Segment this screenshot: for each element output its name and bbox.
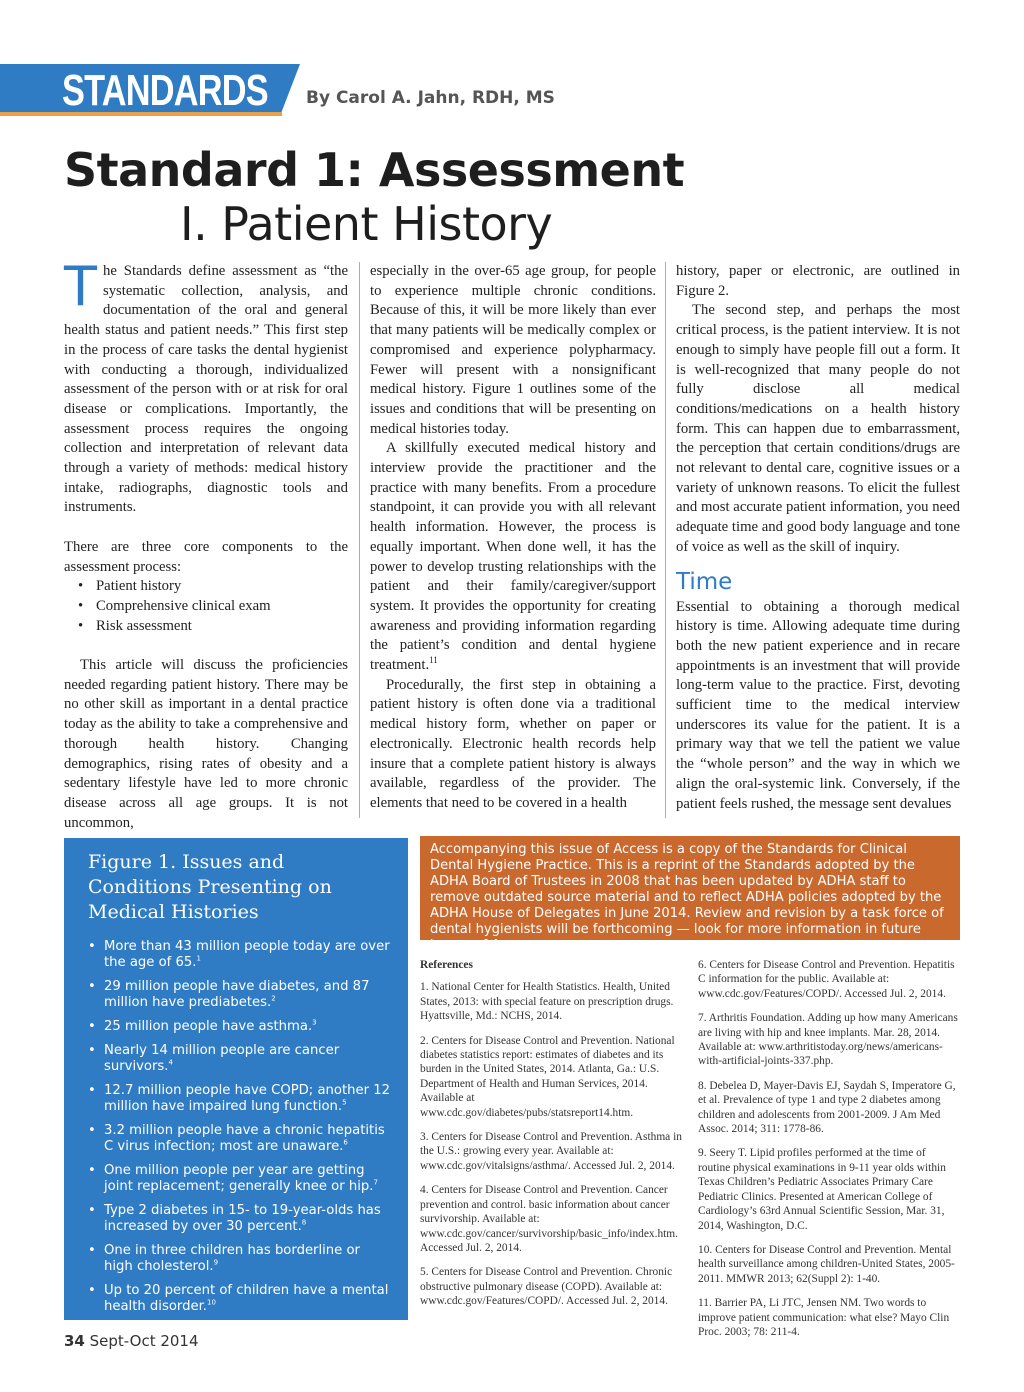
figure-list-item [88,1019,392,1035]
citation: 9 [213,1258,219,1267]
body-column-3 [676,262,960,814]
paragraph: There are three core components to the assessment process: [64,538,348,575]
figure-item-text: 12.7 million people have COPD; another 12 million have impaired lung function. [104,1083,390,1114]
figure-list-item [88,1123,392,1155]
figure-list-item [88,939,392,971]
reference-item: 9. Seery T. Lipid profiles performed at the time of routine physical examinations in 9-11 year olds within Texas Children’s Pediatric Associates Primary Care Pediatric Clinics. Presented at American College of Cardiology’s 63rd Annual Scientific Session, Mar. 31, 2014, Washington, D.C. [698,1147,946,1232]
figure-item-text: More than 43 million people today are over the age of 65. [104,939,390,970]
figure-item-text: One million people per year are getting joint replacement; generally knee or hip. [104,1163,374,1194]
paragraph: Procedurally, the first step in obtaining a patient history is often done via a traditional medical history form, whether on paper or electronically. Electronic health records help insure that a complete patient history is always available, regardless of the provider. The elements that need to be covered in a health [370,676,656,811]
body-column-2 [370,262,656,814]
reference-item: 1. National Center for Health Statistics. Health, United States, 2013: with special feature on prescription drugs. Hyattsville, Md.: NCHS, 2014. [420,981,674,1023]
figure-list-item [88,1283,392,1315]
paragraph [370,439,656,675]
body-column-1 [64,255,348,833]
column-divider [665,262,666,818]
figure-item-text: Nearly 14 million people are cancer survivors. [104,1043,340,1074]
citation: 1 [196,954,201,963]
citation: 10 [207,1298,216,1307]
reference-item: 8. Debelea D, Mayer-Davis EJ, Saydah S, Imperatore G, et al. Prevalence of type 1 and type 2 diabetes among children and adolescents from 2001-2009. J Am Med Assoc. 2014; 311: 1778-86. [698,1079,956,1136]
reference-item: 3. Centers for Disease Control and Prevention. Asthma in the U.S.: growing every year. Available at: www.cdc.gov/vitalsigns/asthma/. Accessed Jul. 2, 2014. [420,1131,682,1172]
figure-title: Figure 1. Issues and Conditions Presenting on Medical Histories [88,851,332,923]
figure-item-text: Up to 20 percent of children have a mental health disorder. [104,1283,389,1314]
section-label: STANDARDS [62,66,268,115]
list-item: • Risk assessment [78,617,348,637]
reference-item: 6. Centers for Disease Control and Prevention. Hepatitis C information for the public. Available at: www.cdc.gov/Features/COPD/. Accessed Jul. 2, 2014. [698,959,955,1000]
section-banner [0,64,300,116]
figure-list [88,939,392,1315]
drop-cap: T [64,255,97,318]
reference-item: 7. Arthritis Foundation. Adding up how many Americans are living with hip and knee implants. Mar. 28, 2014. Available at: www.arthritistoday.org/news/americans-with-artificial-joints-337.php. [698,1012,958,1068]
figure-item-text: 3.2 million people have a chronic hepatitis C virus infection; most are unaware. [104,1123,385,1154]
article-subtitle: I. Patient History [180,197,553,251]
figure-list-item [88,1043,392,1075]
citation: 6 [343,1138,348,1147]
paragraph: This article will discuss the proficiencies needed regarding patient history. There may be no other skill as important in a dental practice today as the ability to take a comprehensive and thorough health history. Changing demographics, rising rates of obesity and a sedentary lifestyle have led to more chronic disease across all age groups. It is not uncommon, [64,657,348,831]
issue-date: Sept-Oct 2014 [89,1332,199,1350]
citation: 11 [429,655,438,666]
reference-item: 11. Barrier PA, Li JTC, Jensen NM. Two words to improve patient communication: what else? Mayo Clin Proc. 2003; 78: 211-4. [698,1297,950,1338]
citation: 2 [271,994,276,1003]
citation: 8 [301,1218,307,1227]
paragraph: The second step, and perhaps the most critical process, is the patient interview. It is not enough to simply have people fill out a form. It is well-recognized that many people do not fully disclose all medical conditions/medications on a health history form. This can happen due to embarrassment, the perception that certain conditions/drugs are not relevant to dental care, cognitive issues or a variety of unknown reasons. To elicit the fullest and most accurate patient information, you need adequate time and good body language and tone of voice as well as the skill of inquiry. [676,302,960,555]
list-item: • Comprehensive clinical exam [78,597,348,617]
figure-list-item [88,1203,392,1235]
page-number: 34 [64,1332,85,1350]
reference-item: 10. Centers for Disease Control and Prevention. Mental health surveillance among children-United States, 2005-2011. MMWR 2013; 62(Suppl 2): 1-40. [698,1243,955,1285]
paragraph-text: A skillfully executed medical history and interview provide the practitioner and the practice with many benefits. From a procedure standpoint, it can provide you with all relevant health information. However, the process is equally important. When done well, it has the power to develop trusting relationships with the patient and their family/caregiver/support system. It provides the opportunity for creating awareness and providing information regarding the patient’s condition and dental hygiene treatment. [370,440,656,674]
references-left [420,958,682,1319]
figure-list-item [88,1163,392,1195]
paragraph: Essential to obtaining a thorough medical history is time. Allowing adequate time during both the new patient experience and in recare appointments is an investment that will provide long-term value to the practice. First, devoting sufficient time to the medical interview underscores its value for the patient. It is a primary way that we tell the patient we value the “whole person” and the way in which we align the oral-systemic link. Conversely, if the patient feels rushed, the message sent devalues [676,598,960,812]
citation: 3 [312,1018,317,1027]
references-right [698,958,960,1349]
figure-item-text: One in three children has borderline or high cholesterol. [104,1243,360,1274]
byline: By Carol A. Jahn, RDH, MS [306,88,555,108]
citation: 7 [373,1178,378,1187]
figure-item-text: Type 2 diabetes in 15- to 19-year-olds has increased by over 30 percent. [104,1203,381,1234]
citation: 4 [168,1058,173,1067]
column-divider [359,262,360,818]
callout-box: Accompanying this issue of Access is a copy of the Standards for Clinical Dental Hygiene Practice. This is a reprint of the Standards adopted by the ADHA Board of Trustees in 2008 that has been updated by ADHA staff to remove outdated source material and to reflect ADHA policies adopted by the ADHA House of Delegates in June 2014. Review and revision by a task force of dental hygienists will be forthcoming — look for more information in future issues of Access. [420,836,960,940]
reference-item: 5. Centers for Disease Control and Prevention. Chronic obstructive pulmonary disease (COPD). Available at: www.cdc.gov/Features/COPD/. Accessed Jul. 2, 2014. [420,1266,673,1308]
paragraph: history, paper or electronic, are outlined in Figure 2. [676,263,960,299]
reference-item: 4. Centers for Disease Control and Prevention. Cancer prevention and control. basic information about cancer survivorship. Available at: www.cdc.gov/cancer/survivorship/basic_info/index.htm. Accessed Jul. 2, 2014. [420,1184,679,1254]
references-heading: References [420,959,473,971]
figure-item-text: 25 million people have asthma. [104,1019,313,1034]
figure-1-box [64,838,408,1320]
bullet-list [78,577,348,636]
section-heading: Time [676,568,733,595]
reference-item: 2. Centers for Disease Control and Prevention. National diabetes statistics report: estimates of diabetes and its burden in the United States, 2014. Atlanta, Ga.: U.S. Department of Health and Human Services, 2014. Available at www.cdc.gov/diabetes/pubs/statsreport14.htm. [420,1034,675,1119]
citation: 5 [342,1098,347,1107]
paragraph: he Standards define assessment as “the systematic collection, analysis, and documentation of the oral and general health status and patient needs.” This first step in the process of care tasks the dental hygienist with conducting a thorough, individualized assessment of the person with or at risk for oral disease or complications. Importantly, the assessment process requires the ongoing collection and interpretation of relevant data through a variety of methods: medical history intake, radiographs, diagnostic tools and instruments. [64,263,348,516]
figure-list-item [88,979,392,1011]
paragraph: especially in the over-65 age group, for people to experience multiple chronic conditions. Because of this, it will be more likely than ever that many patients will be medically complex or compromised and experience polypharmacy. Fewer will present with a nonsignificant medical history. Figure 1 outlines some of the issues and conditions that will be presenting on medical histories today. [370,263,656,437]
list-item: • Patient history [78,577,348,597]
page-footer [64,1332,199,1350]
article-title: Standard 1: Assessment [64,143,685,197]
figure-item-text: 29 million people have diabetes, and 87 million have prediabetes. [104,979,370,1010]
figure-list-item [88,1083,392,1115]
figure-list-item [88,1243,392,1275]
